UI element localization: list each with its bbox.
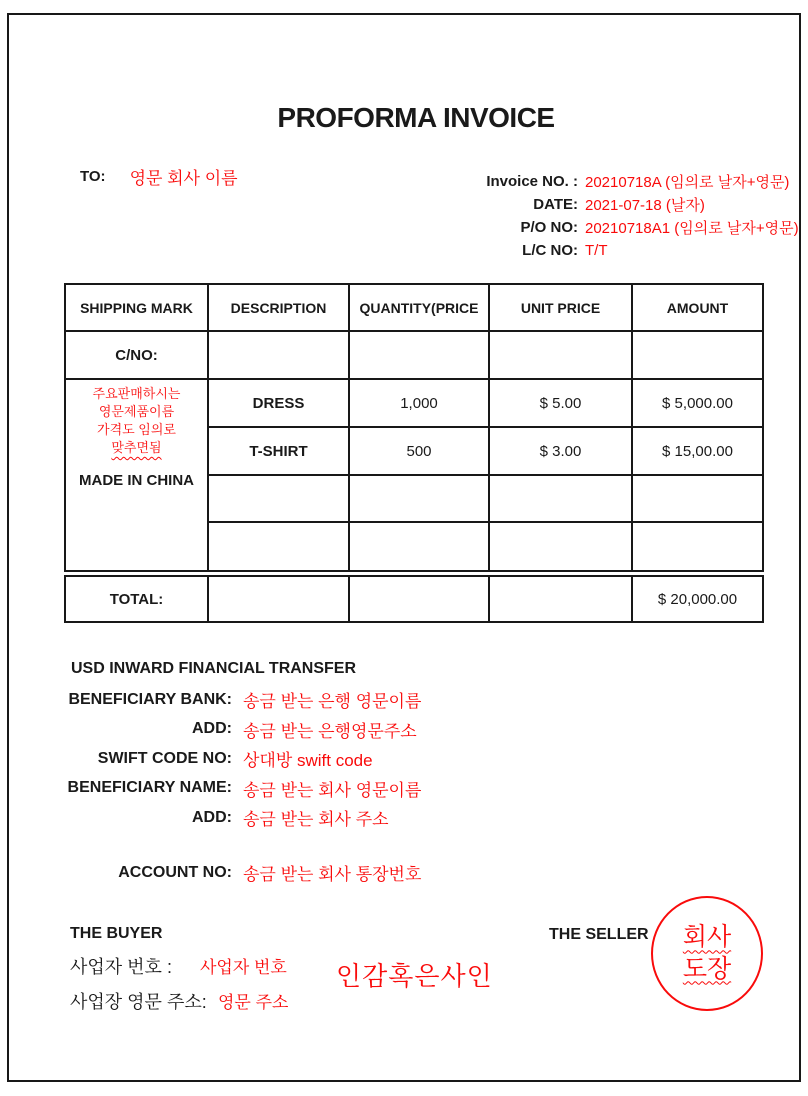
beneficiary-name-label: BENEFICIARY NAME: bbox=[67, 779, 232, 797]
header-quantity: QUANTITY(PRICE bbox=[349, 284, 489, 331]
header-unit-price: UNIT PRICE bbox=[489, 284, 632, 331]
beneficiary-bank-value: 송금 받는 은행 영문이름 bbox=[243, 692, 422, 712]
shipping-mark-cell bbox=[65, 379, 208, 571]
to-line bbox=[80, 164, 238, 189]
stamp-text-line: 회사 bbox=[682, 923, 732, 952]
business-address-label: 사업장 영문 주소: bbox=[70, 992, 207, 1012]
empty-cell bbox=[349, 331, 489, 379]
empty-cell bbox=[489, 576, 632, 622]
empty-cell bbox=[208, 522, 349, 571]
transfer-section-title: USD INWARD FINANCIAL TRANSFER bbox=[71, 660, 357, 677]
lc-no-value: T/T bbox=[585, 242, 608, 259]
beneficiary-bank-label: BENEFICIARY BANK: bbox=[68, 690, 232, 708]
empty-cell bbox=[349, 475, 489, 522]
swift-code-value: 상대방 swift code bbox=[243, 751, 373, 771]
unit-price-cell: $ 3.00 bbox=[489, 427, 632, 475]
quantity-cell: 1,000 bbox=[349, 379, 489, 427]
company-stamp bbox=[651, 896, 763, 1011]
quantity-cell: 500 bbox=[349, 427, 489, 475]
shipping-note-line: 영문제품이름 bbox=[98, 403, 175, 419]
made-in-china-label: MADE IN CHINA bbox=[79, 471, 194, 489]
shipping-note-line: 가격도 임의로 bbox=[97, 421, 176, 437]
item-row-dress bbox=[65, 379, 763, 427]
business-number-value: 사업자 번호 bbox=[200, 958, 287, 977]
cno-row bbox=[65, 331, 763, 379]
invoice-meta-block bbox=[300, 170, 799, 262]
invoice-no-value: 20210718A (임의로 날자+영문) bbox=[585, 174, 790, 191]
bank-address-value: 송금 받는 은행영문주소 bbox=[243, 721, 417, 741]
document-title: PROFORMA INVOICE bbox=[277, 102, 555, 133]
header-amount: AMOUNT bbox=[632, 284, 763, 331]
amount-cell: $ 15,00.00 bbox=[632, 427, 763, 475]
date-value: 2021-07-18 (날자) bbox=[585, 197, 705, 214]
lc-no-row bbox=[300, 239, 799, 262]
cno-cell: C/NO: bbox=[65, 331, 208, 379]
to-label: TO: bbox=[80, 168, 106, 185]
company-address-label: ADD: bbox=[192, 808, 232, 826]
transfer-details-block bbox=[0, 685, 421, 833]
shipping-note-line: 주요판매하시는 bbox=[92, 386, 181, 401]
account-no-value: 송금 받는 회사 통장번호 bbox=[243, 865, 422, 885]
po-no-label: P/O NO: bbox=[520, 219, 578, 236]
empty-cell bbox=[208, 576, 349, 622]
beneficiary-name-value: 송금 받는 회사 영문이름 bbox=[243, 780, 422, 800]
total-amount-cell: $ 20,000.00 bbox=[632, 576, 763, 622]
total-table bbox=[64, 575, 764, 623]
beneficiary-bank-row bbox=[0, 685, 421, 715]
seller-title: THE SELLER bbox=[549, 926, 649, 943]
company-address-row bbox=[0, 803, 421, 833]
date-label: DATE: bbox=[533, 196, 578, 213]
empty-cell bbox=[632, 475, 763, 522]
swift-code-row bbox=[0, 744, 421, 774]
business-address-value: 영문 주소 bbox=[218, 993, 289, 1012]
description-cell: T-SHIRT bbox=[208, 427, 349, 475]
empty-cell bbox=[489, 331, 632, 379]
account-no-label: ACCOUNT NO: bbox=[118, 863, 232, 881]
date-row bbox=[300, 193, 799, 216]
account-no-row bbox=[0, 858, 421, 888]
items-table bbox=[64, 283, 764, 572]
stamp-text-line: 도장 bbox=[682, 954, 732, 983]
bank-address-label: ADD: bbox=[192, 720, 232, 738]
buyer-title: THE BUYER bbox=[70, 925, 163, 942]
empty-cell bbox=[632, 331, 763, 379]
total-row bbox=[65, 576, 763, 622]
empty-cell bbox=[349, 576, 489, 622]
seal-or-sign-note: 인감혹은사인 bbox=[336, 961, 493, 991]
header-description: DESCRIPTION bbox=[208, 284, 349, 331]
beneficiary-name-row bbox=[0, 774, 421, 804]
empty-cell bbox=[489, 475, 632, 522]
business-number-label: 사업자 번호 : bbox=[70, 957, 172, 977]
business-address-row bbox=[70, 988, 288, 1014]
amount-cell: $ 5,000.00 bbox=[632, 379, 763, 427]
po-no-value: 20210718A1 (임의로 날자+영문) bbox=[585, 220, 799, 237]
description-cell: DRESS bbox=[208, 379, 349, 427]
bank-address-row bbox=[0, 715, 421, 745]
shipping-note-line-underlined: 맞추면됨 bbox=[111, 439, 162, 455]
empty-cell bbox=[489, 522, 632, 571]
buyer-block bbox=[70, 924, 288, 1014]
po-no-row bbox=[300, 216, 799, 239]
lc-no-label: L/C NO: bbox=[522, 242, 578, 259]
empty-cell bbox=[208, 475, 349, 522]
invoice-no-row bbox=[300, 170, 799, 193]
invoice-no-label: Invoice NO. : bbox=[486, 173, 578, 190]
empty-cell bbox=[208, 331, 349, 379]
swift-code-label: SWIFT CODE NO: bbox=[97, 749, 232, 767]
empty-cell bbox=[349, 522, 489, 571]
items-table-header-row bbox=[65, 284, 763, 331]
header-shipping-mark: SHIPPING MARK bbox=[65, 284, 208, 331]
total-label-cell: TOTAL: bbox=[65, 576, 208, 622]
empty-cell bbox=[632, 522, 763, 571]
to-value: 영문 회사 이름 bbox=[129, 169, 238, 188]
business-number-row bbox=[70, 953, 288, 979]
company-address-value: 송금 받는 회사 주소 bbox=[243, 810, 389, 830]
unit-price-cell: $ 5.00 bbox=[489, 379, 632, 427]
